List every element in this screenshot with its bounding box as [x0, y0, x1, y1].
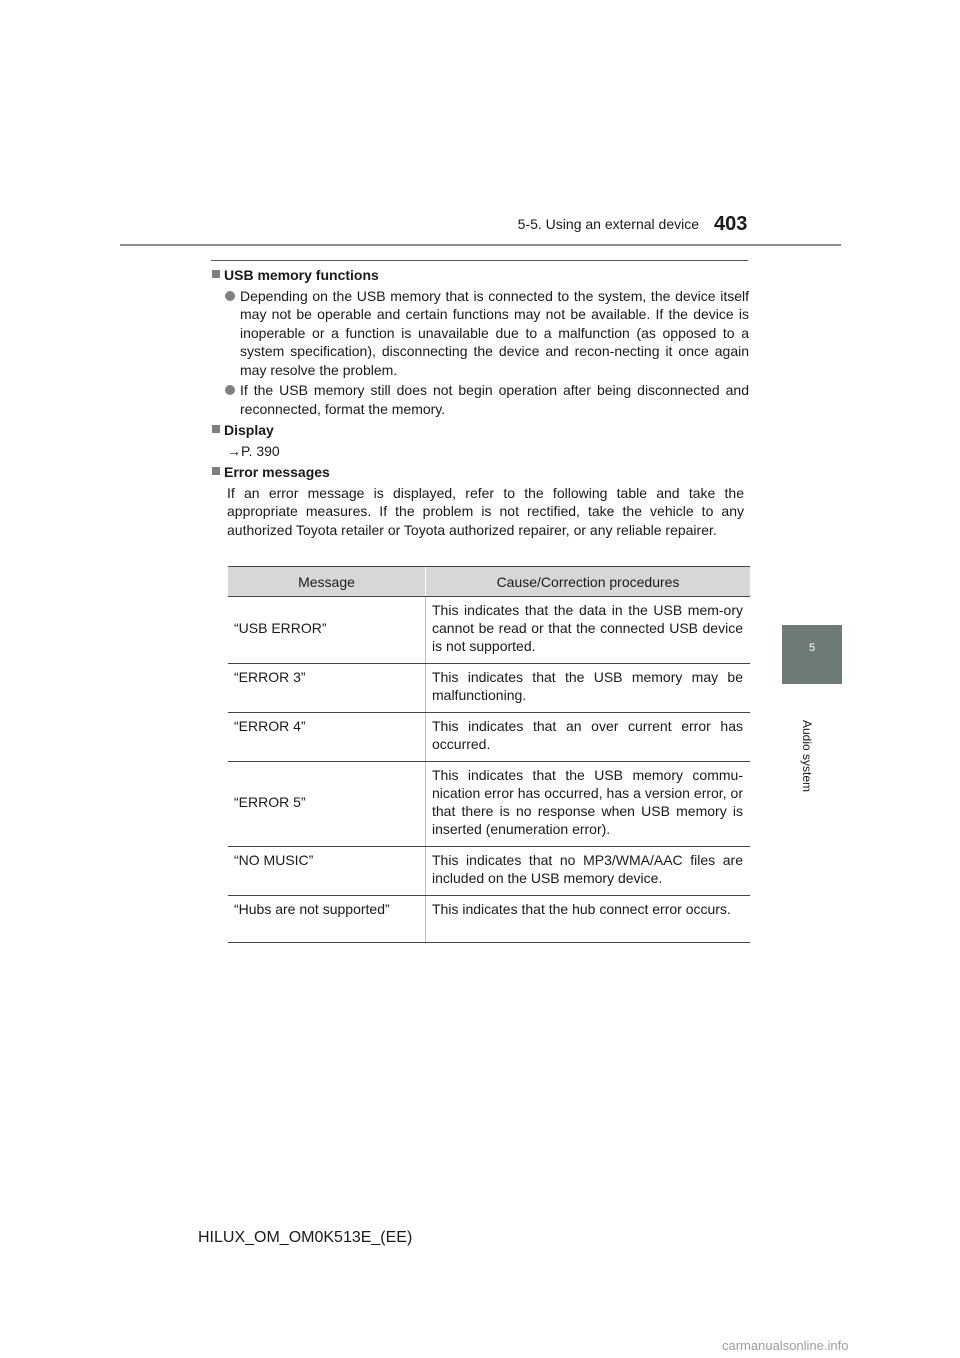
display-page-reference: →P. 390 — [227, 442, 280, 459]
message-cell: “Hubs are not supported” — [228, 896, 426, 943]
error-messages-heading — [211, 463, 749, 482]
header-rule — [120, 244, 841, 246]
page-content — [211, 266, 749, 539]
document-id: HILUX_OM_OM0K513E_(EE) — [198, 1229, 413, 1246]
column-header-message: Message — [228, 567, 426, 597]
section-header: 5-5. Using an external device — [517, 216, 699, 232]
message-cell: “NO MUSIC” — [228, 847, 426, 896]
circle-bullet-icon — [225, 385, 235, 395]
cause-cell: This indicates that the hub connect error occurs. — [426, 896, 751, 943]
chapter-title: Audio system — [800, 720, 814, 793]
square-bullet-icon — [212, 467, 220, 475]
error-messages-text: If an error message is displayed, refer to the following table and take the appropriate measures. If the problem is not rectified, take the vehicle to any authorized Toyota retailer or Toyota authorized repairer, or any reliable repairer. — [227, 484, 744, 538]
error-messages-table — [228, 566, 750, 943]
table-row — [228, 713, 750, 762]
table-row — [228, 896, 750, 943]
content-rule — [211, 260, 748, 261]
bullet-text: If the USB memory still does not begin operation after being disconnected and reconnected, format the memory. — [240, 382, 749, 417]
circle-bullet-icon — [225, 291, 235, 301]
usb-memory-title: USB memory functions — [224, 267, 379, 283]
error-messages-title: Error messages — [224, 464, 330, 480]
table-row — [228, 762, 750, 847]
display-heading — [211, 421, 749, 440]
square-bullet-icon — [212, 425, 220, 433]
cause-cell: This indicates that the USB memory commu-nication error has occurred, has a version error, or that there is no response when USB memory is inserted (enumeration error). — [426, 762, 751, 847]
message-cell: “ERROR 4” — [228, 713, 426, 762]
page-number: 403 — [714, 213, 748, 235]
chapter-tab — [782, 625, 842, 684]
table-header-row — [228, 567, 750, 597]
cause-cell: This indicates that the data in the USB mem-ory cannot be read or that the connected USB device is not supported. — [426, 597, 751, 664]
message-cell: “ERROR 3” — [228, 664, 426, 713]
square-bullet-icon — [212, 270, 220, 278]
message-cell: “USB ERROR” — [228, 597, 426, 664]
usb-memory-heading — [211, 266, 749, 285]
list-item — [211, 287, 749, 380]
table-row — [228, 847, 750, 896]
watermark: carmanualsonline.info — [722, 1338, 849, 1353]
message-cell: “ERROR 5” — [228, 762, 426, 847]
table-row — [228, 664, 750, 713]
table-row — [228, 597, 750, 664]
bullet-text: Depending on the USB memory that is connected to the system, the device itself may not be operable and certain functions may not be available. If the device is inoperable or a function is unavailable due to a malfunction (as opposed to a system specification), disconnecting the device and recon-necting it once again may resolve the problem. — [240, 287, 749, 378]
cause-cell: This indicates that an over current error has occurred. — [426, 713, 751, 762]
chapter-number: 5 — [808, 642, 816, 654]
list-item — [211, 381, 749, 418]
cause-cell: This indicates that the USB memory may be malfunctioning. — [426, 664, 751, 713]
display-title: Display — [224, 422, 274, 438]
column-header-cause: Cause/Correction procedures — [426, 567, 751, 597]
cause-cell: This indicates that no MP3/WMA/AAC files are included on the USB memory device. — [426, 847, 751, 896]
